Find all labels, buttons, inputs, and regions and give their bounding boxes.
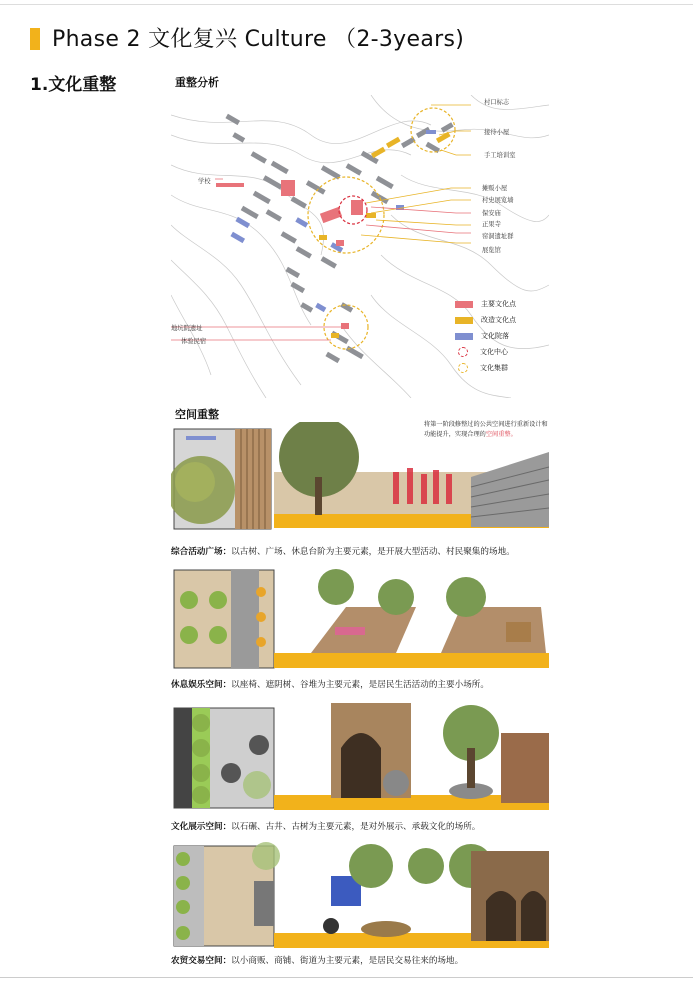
map-label: 学校 — [198, 178, 211, 185]
map-label: 地坑院遗址 — [171, 325, 203, 332]
legend-swatch — [455, 333, 473, 340]
note-body: 将第一阶段修整过的公共空间进行重新设计和功能提升，实现合理的 — [424, 421, 548, 438]
caption-body: 以古树、广场、休息台阶为主要元素，是开展大型活动、村民聚集的场地。 — [231, 547, 515, 557]
caption-title: 综合活动广场： — [171, 547, 232, 557]
legend-label: 文化中心 — [480, 348, 508, 356]
leisure-illustration — [171, 567, 549, 671]
caption-body: 以座椅、遮阴树、谷堆为主要元素，是居民生活活动的主要小场所。 — [231, 680, 489, 690]
bottom-border — [0, 977, 693, 978]
legend-label: 文化院落 — [481, 332, 509, 340]
map-label: 村史展览墙 — [482, 197, 514, 204]
page-title: Phase 2 文化复兴 Culture （2-3years) — [52, 27, 465, 52]
caption-market — [171, 954, 463, 966]
map-label: 村口标志 — [484, 99, 510, 106]
map-label: 正果寺 — [482, 221, 501, 228]
legend-circle-icon — [458, 347, 468, 357]
caption-title: 农贸交易空间： — [171, 956, 232, 966]
map-label: 接待小屋 — [484, 129, 510, 136]
title-accent-bar — [30, 28, 40, 50]
map-label: 保安庙 — [482, 210, 501, 217]
caption-title: 文化展示空间： — [171, 822, 232, 832]
legend-swatch — [455, 317, 473, 324]
caption-leisure — [171, 678, 489, 690]
caption-body: 以石碾、古井、古树为主要元素，是对外展示、承载文化的场所。 — [231, 822, 481, 832]
legend-item — [455, 296, 516, 312]
map-label: 手工培训室 — [484, 152, 516, 159]
caption-plaza — [171, 545, 515, 557]
caption-exhibition — [171, 820, 480, 832]
map-label: 体验民宿 — [181, 338, 207, 345]
legend-label: 改造文化点 — [481, 316, 516, 324]
legend-item — [455, 360, 516, 376]
analysis-label: 重整分析 — [175, 76, 219, 89]
map-legend — [455, 296, 516, 376]
top-border — [0, 4, 693, 5]
market-illustration — [171, 841, 549, 949]
legend-item — [455, 312, 516, 328]
legend-label: 主要文化点 — [481, 300, 516, 308]
caption-body: 以小商贩、商铺、街道为主要元素，是居民交易往来的场地。 — [231, 956, 464, 966]
map-label: 展览馆 — [482, 247, 501, 254]
space-label: 空间重整 — [175, 408, 219, 421]
note-text — [424, 420, 550, 440]
section-heading: 1.文化重整 — [30, 75, 117, 95]
legend-label: 文化集群 — [480, 364, 508, 372]
legend-swatch — [455, 301, 473, 308]
legend-item — [455, 344, 516, 360]
exhibition-illustration — [171, 703, 549, 811]
legend-circle-icon — [458, 363, 468, 373]
map-label: 摊贩小屋 — [482, 185, 508, 192]
map-label: 窑洞遗址群 — [482, 233, 514, 240]
caption-title: 休息娱乐空间： — [171, 680, 232, 690]
note-highlight: 空间重整。 — [485, 431, 517, 438]
legend-item — [455, 328, 516, 344]
